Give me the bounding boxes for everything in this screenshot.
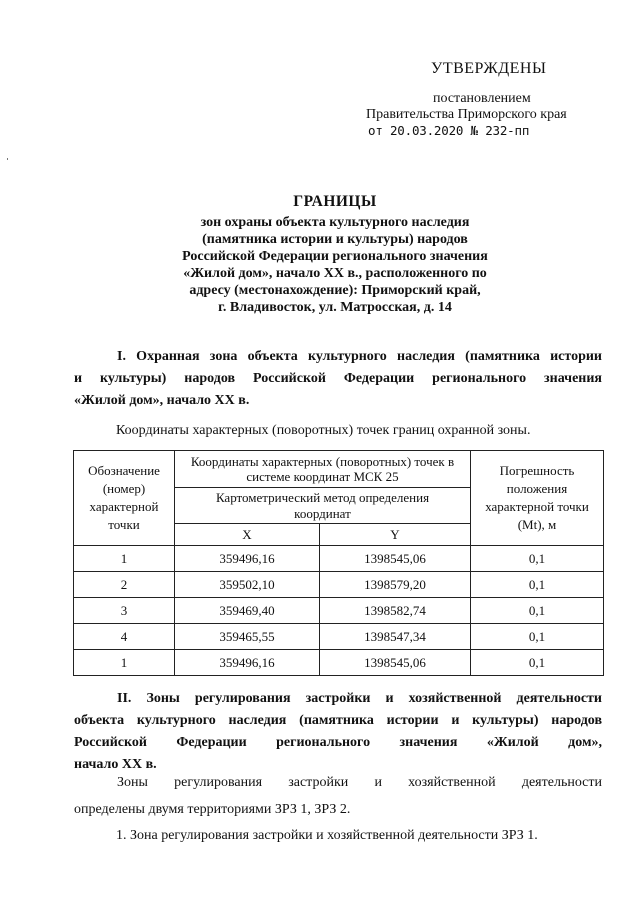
document-heading: [150, 192, 520, 316]
cell-y: 1398579,20: [320, 572, 471, 598]
zones-paragraph: [74, 769, 602, 823]
approval-line-resolution: постановлением: [433, 91, 531, 106]
section-1-line: и культуры) народов Российской Федерации регионального значения: [74, 371, 602, 386]
heading-line: «Жилой дом», начало XX в., расположенного по: [183, 266, 487, 281]
header-method: Картометрический метод определения координат: [175, 488, 471, 524]
header-point-number: Обозначение (номер) характерной точки: [74, 451, 175, 546]
zones-line: Зоны регулирования застройки и хозяйственной деятельности: [117, 775, 602, 790]
table-row: [74, 624, 604, 650]
cell-point: 1: [74, 650, 175, 676]
document-title: ГРАНИЦЫ: [293, 193, 377, 210]
coordinates-table: [73, 450, 604, 676]
table-row: [74, 650, 604, 676]
cell-x: 359465,55: [175, 624, 320, 650]
cell-y: 1398545,06: [320, 650, 471, 676]
table-row: [74, 572, 604, 598]
section-2-heading: [74, 688, 602, 776]
section-1-heading: [74, 346, 602, 412]
section-2-line: начало XX в.: [74, 757, 157, 772]
section-2-line: объекта культурного наследия (памятника истории и культуры) народов: [74, 713, 602, 728]
cell-x: 359469,40: [175, 598, 320, 624]
zones-line: определены двумя территориями ЗРЗ 1, ЗРЗ 2.: [74, 802, 351, 817]
approval-line-government: Правительства Приморского края: [366, 107, 567, 122]
table-caption: Координаты характерных (поворотных) точек границ охранной зоны.: [116, 423, 531, 438]
header-x: X: [175, 524, 320, 546]
section-2-line: II. Зоны регулирования застройки и хозяйственной деятельности: [117, 691, 602, 706]
cell-point: 1: [74, 546, 175, 572]
heading-line: (памятника истории и культуры) народов: [202, 232, 468, 247]
cell-error: 0,1: [471, 572, 604, 598]
cell-error: 0,1: [471, 650, 604, 676]
cell-point: 3: [74, 598, 175, 624]
approval-title: УТВЕРЖДЕНЫ: [431, 60, 547, 77]
cell-point: 4: [74, 624, 175, 650]
margin-mark: [7, 158, 8, 160]
table-row: [74, 546, 604, 572]
heading-line: зон охраны объекта культурного наследия: [200, 215, 470, 230]
cell-y: 1398547,34: [320, 624, 471, 650]
cell-x: 359496,16: [175, 650, 320, 676]
heading-line: г. Владивосток, ул. Матросская, д. 14: [218, 300, 452, 315]
cell-y: 1398582,74: [320, 598, 471, 624]
header-coordinates: Координаты характерных (поворотных) точек в системе координат МСК 25: [175, 451, 471, 488]
heading-line: Российской Федерации регионального значения: [182, 249, 488, 264]
section-1-line: «Жилой дом», начало XX в.: [74, 393, 250, 408]
table-row: [74, 598, 604, 624]
approval-line-date-number: от 20.03.2020 № 232-пп: [368, 123, 530, 138]
cell-error: 0,1: [471, 598, 604, 624]
header-y: Y: [320, 524, 471, 546]
section-2-line: Российской Федерации регионального значения «Жилой дом»,: [74, 735, 602, 750]
zrz1-paragraph: 1. Зона регулирования застройки и хозяйственной деятельности ЗРЗ 1.: [116, 828, 538, 843]
cell-point: 2: [74, 572, 175, 598]
cell-error: 0,1: [471, 546, 604, 572]
cell-x: 359496,16: [175, 546, 320, 572]
cell-y: 1398545,06: [320, 546, 471, 572]
heading-line: адресу (местонахождение): Приморский край,: [189, 283, 481, 298]
header-error: Погрешность положения характерной точки (Mt), м: [471, 451, 604, 546]
cell-x: 359502,10: [175, 572, 320, 598]
section-1-line: I. Охранная зона объекта культурного наследия (памятника истории: [117, 349, 602, 364]
cell-error: 0,1: [471, 624, 604, 650]
